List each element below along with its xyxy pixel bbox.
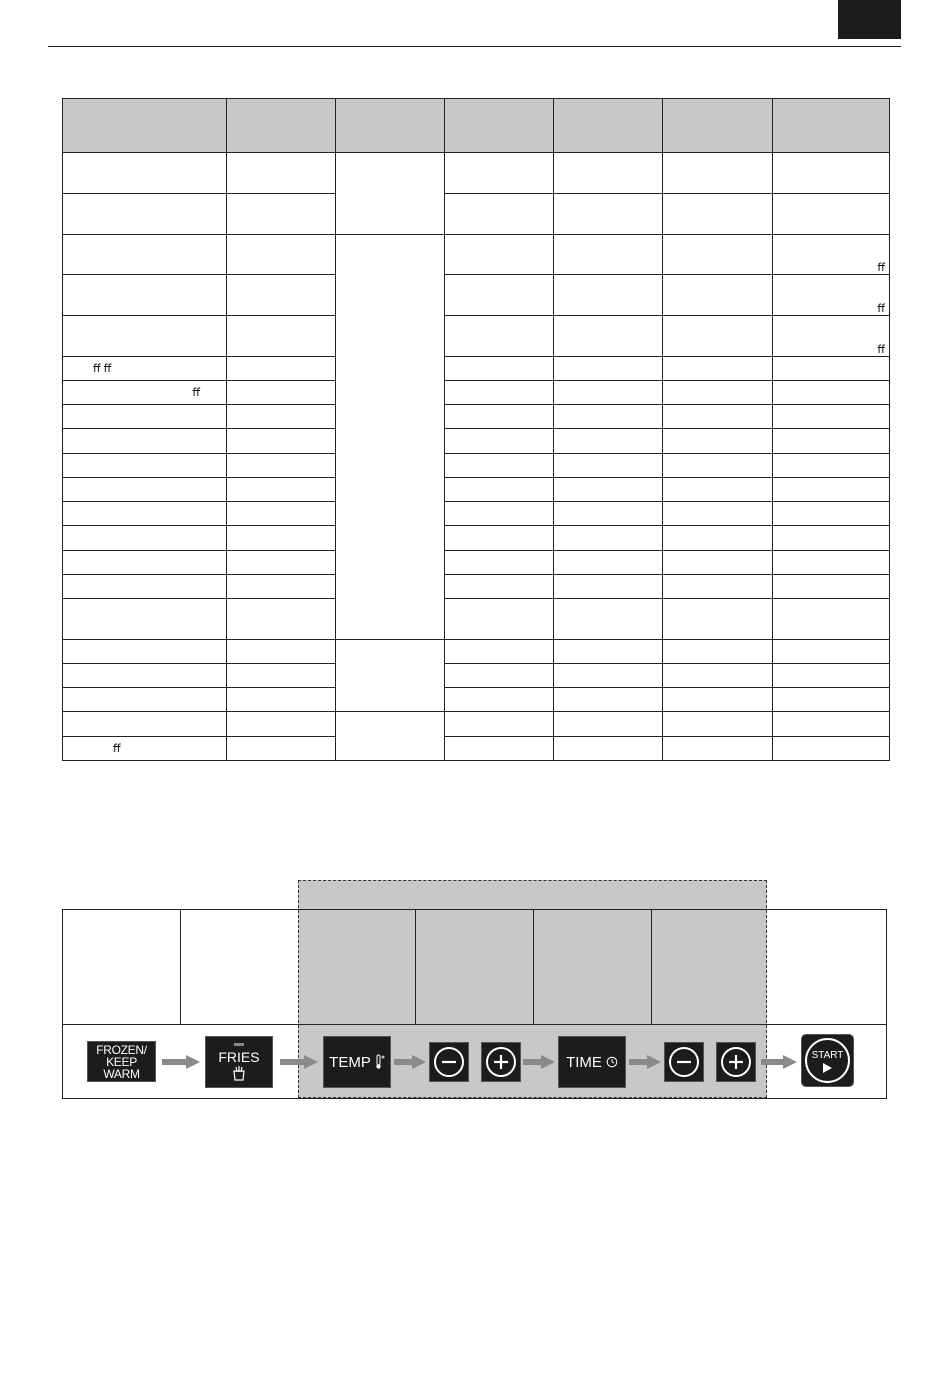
food-cell (63, 639, 227, 663)
table-cell (773, 356, 890, 380)
table-cell (554, 639, 663, 663)
table-cell (227, 193, 336, 234)
arrow-right-icon (394, 1055, 426, 1069)
table-cell (554, 550, 663, 574)
table-cell (554, 502, 663, 526)
table-cell (445, 234, 554, 275)
time-label: TIME (566, 1053, 602, 1071)
table-cell (554, 736, 663, 760)
table-cell (663, 663, 773, 687)
table-cell (554, 453, 663, 477)
table-cell (554, 380, 663, 404)
header-cell (445, 99, 554, 153)
header-cell (773, 99, 890, 153)
mode-cell (336, 153, 445, 235)
table-cell (663, 429, 773, 453)
table-cell (445, 550, 554, 574)
time-minus-button[interactable] (664, 1042, 704, 1082)
food-cell (63, 429, 227, 453)
divider (651, 909, 652, 1025)
clock-icon (606, 1056, 618, 1068)
play-icon (823, 1063, 832, 1073)
table-cell (554, 193, 663, 234)
start-dial (803, 1036, 852, 1085)
table-row (63, 502, 890, 526)
table-cell (773, 380, 890, 404)
temp-plus-button[interactable] (481, 1042, 521, 1082)
table-cell (227, 405, 336, 429)
header-rule (48, 46, 901, 47)
table-cell (554, 316, 663, 357)
table-cell (554, 477, 663, 501)
table-row (63, 275, 890, 316)
table-cell (773, 477, 890, 501)
table-cell (663, 502, 773, 526)
table-cell (663, 316, 773, 357)
table-cell (445, 598, 554, 639)
table-row (63, 477, 890, 501)
temp-minus-button[interactable] (429, 1042, 469, 1082)
table-row (63, 316, 890, 357)
table-cell (663, 275, 773, 316)
table-cell (227, 663, 336, 687)
temp-label: TEMP (329, 1053, 371, 1071)
fries-label: FRIES (218, 1049, 260, 1065)
table-cell (554, 663, 663, 687)
table-cell (663, 598, 773, 639)
divider (415, 909, 416, 1025)
table-cell (445, 153, 554, 194)
table-cell (445, 275, 554, 316)
table-header-row (63, 99, 890, 153)
table-row (63, 550, 890, 574)
table-cell (227, 477, 336, 501)
arrow-right-icon (761, 1055, 797, 1069)
table-row (63, 526, 890, 550)
table-cell (445, 316, 554, 357)
arrow-right-icon (629, 1055, 661, 1069)
fries-button[interactable] (205, 1036, 273, 1088)
sequence-panel (62, 909, 887, 1099)
table-cell (773, 405, 890, 429)
table-cell (227, 234, 336, 275)
plus-icon (484, 1045, 518, 1079)
keep-warm-label: KEEP WARM (103, 1054, 140, 1081)
minus-icon (667, 1045, 701, 1079)
table-cell (663, 380, 773, 404)
food-cell (63, 712, 227, 736)
start-button[interactable] (801, 1034, 854, 1087)
food-cell (63, 574, 227, 598)
table-row (63, 356, 890, 380)
food-cell (63, 316, 227, 357)
table-row (63, 639, 890, 663)
food-cell (63, 405, 227, 429)
mode-cell (336, 639, 445, 712)
table-cell (663, 712, 773, 736)
table-row (63, 234, 890, 275)
table-cell (227, 429, 336, 453)
mode-cell (336, 234, 445, 639)
table-cell (663, 477, 773, 501)
food-cell (63, 234, 227, 275)
table-cell (227, 688, 336, 712)
table-cell (227, 550, 336, 574)
table-cell (227, 712, 336, 736)
arrow-right-icon (523, 1055, 555, 1069)
table-cell (227, 526, 336, 550)
cooking-table (62, 98, 890, 761)
table-cell (773, 502, 890, 526)
table-cell: ﬀ (773, 234, 890, 275)
table-cell (773, 453, 890, 477)
table-cell (554, 234, 663, 275)
food-cell (63, 598, 227, 639)
header-cell (663, 99, 773, 153)
table-cell (445, 663, 554, 687)
table-cell (227, 380, 336, 404)
table-cell (663, 356, 773, 380)
table-row (63, 663, 890, 687)
divider (62, 1024, 887, 1025)
table-row (63, 453, 890, 477)
table-cell (663, 234, 773, 275)
table-cell (445, 405, 554, 429)
arrow-right-icon (162, 1055, 200, 1069)
table-cell (445, 193, 554, 234)
table-row (63, 574, 890, 598)
plus-icon (719, 1045, 753, 1079)
table-row (63, 193, 890, 234)
time-plus-button[interactable] (716, 1042, 756, 1082)
frozen-keep-warm-button[interactable] (87, 1041, 156, 1082)
table-cell (663, 453, 773, 477)
table-cell (445, 712, 554, 736)
food-cell: ﬀ (63, 736, 227, 760)
header-cell (63, 99, 227, 153)
minus-icon (432, 1045, 466, 1079)
table-cell (554, 429, 663, 453)
divider (180, 909, 181, 1025)
thermometer-icon (375, 1054, 385, 1070)
table-cell (445, 356, 554, 380)
table-cell (227, 639, 336, 663)
table-row (63, 712, 890, 736)
indicator-light (234, 1043, 244, 1046)
table-cell (773, 153, 890, 194)
table-cell (227, 453, 336, 477)
header-cell (554, 99, 663, 153)
table-cell (554, 153, 663, 194)
table-cell (445, 688, 554, 712)
table-cell (663, 639, 773, 663)
table-cell (227, 736, 336, 760)
table-cell (445, 429, 554, 453)
table-cell (227, 153, 336, 194)
table-cell (773, 193, 890, 234)
page-tab-marker (838, 0, 901, 39)
table-cell (445, 453, 554, 477)
food-cell (63, 477, 227, 501)
frozen-label: FROZEN/ (96, 1042, 147, 1057)
table-cell (773, 663, 890, 687)
table-row (63, 688, 890, 712)
table-cell (663, 526, 773, 550)
table-cell (773, 574, 890, 598)
food-cell (63, 663, 227, 687)
table-cell (227, 502, 336, 526)
table-cell (773, 712, 890, 736)
table-cell (227, 574, 336, 598)
start-label: START (811, 1050, 844, 1061)
food-cell: ﬀ (63, 380, 227, 404)
table-row (63, 380, 890, 404)
table-cell (773, 429, 890, 453)
mode-cell (336, 712, 445, 761)
header-cell (227, 99, 336, 153)
header-cell (336, 99, 445, 153)
table-cell (773, 639, 890, 663)
time-button[interactable] (558, 1036, 626, 1088)
table-row (63, 429, 890, 453)
table-cell (445, 526, 554, 550)
table-cell (445, 380, 554, 404)
table-cell (554, 712, 663, 736)
table-row (63, 153, 890, 194)
table-cell (227, 275, 336, 316)
table-cell (227, 356, 336, 380)
table-cell (663, 550, 773, 574)
table-cell (663, 736, 773, 760)
table-cell (554, 275, 663, 316)
table-cell (227, 598, 336, 639)
table-cell (554, 688, 663, 712)
divider (533, 909, 534, 1025)
temp-button[interactable] (323, 1036, 391, 1088)
food-cell (63, 153, 227, 194)
table-cell (773, 550, 890, 574)
table-cell (554, 356, 663, 380)
table-cell (663, 153, 773, 194)
food-cell (63, 275, 227, 316)
table-cell (773, 526, 890, 550)
table-cell (663, 193, 773, 234)
table-cell (227, 316, 336, 357)
table-cell (445, 574, 554, 598)
food-cell (63, 502, 227, 526)
table-cell (445, 736, 554, 760)
table-cell (773, 598, 890, 639)
table-cell (445, 639, 554, 663)
table-cell (773, 688, 890, 712)
table-row (63, 736, 890, 760)
table-row (63, 598, 890, 639)
table-cell: ﬀ (773, 316, 890, 357)
table-cell (445, 477, 554, 501)
table-row (63, 405, 890, 429)
food-cell (63, 453, 227, 477)
table-cell (554, 526, 663, 550)
food-cell (63, 550, 227, 574)
table-cell (663, 405, 773, 429)
arrow-right-icon (280, 1055, 318, 1069)
table-cell (663, 688, 773, 712)
fries-basket-icon (231, 1065, 247, 1081)
food-cell (63, 526, 227, 550)
food-cell: ﬀ ﬀ (63, 356, 227, 380)
table-cell (554, 574, 663, 598)
food-cell (63, 688, 227, 712)
table-cell (445, 502, 554, 526)
food-cell (63, 193, 227, 234)
table-cell (554, 405, 663, 429)
table-cell (554, 598, 663, 639)
table-cell: ﬀ (773, 275, 890, 316)
table-cell (773, 736, 890, 760)
table-cell (663, 574, 773, 598)
